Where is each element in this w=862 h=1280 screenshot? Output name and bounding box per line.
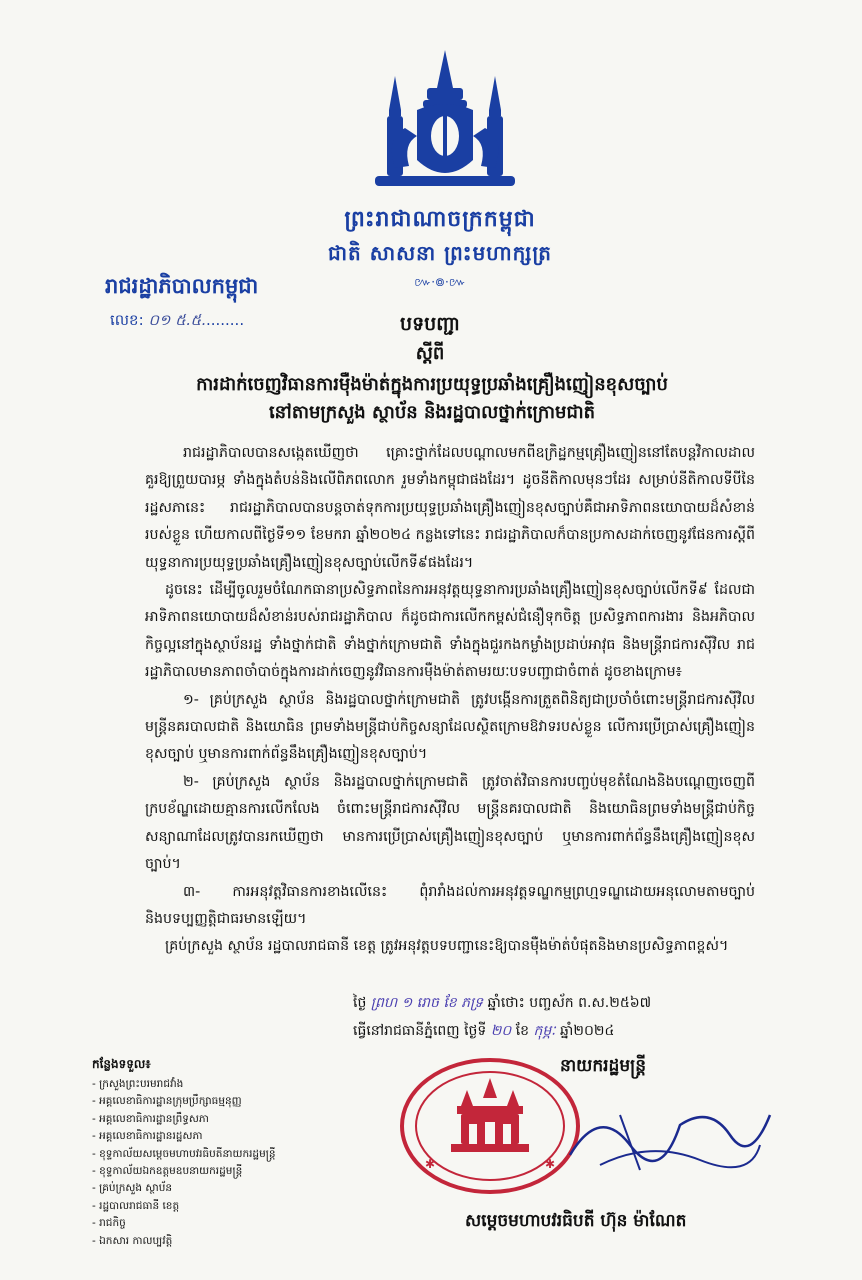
recipients-list [92, 1076, 276, 1250]
national-motto: ជាតិ សាសនា ព្រះមហាក្សត្រ [328, 241, 552, 265]
official-seal-icon [395, 1048, 585, 1198]
solar-date-year: ឆ្នាំ២០២៤ [560, 1023, 615, 1039]
ornament-divider: ៚·៙·៚ [414, 275, 466, 289]
paragraph-item-2: ២- គ្រប់ក្រសួង ស្ថាប័ន និងរដ្ឋបាលថ្នាក់ក្រោមជាតិ ត្រូវចាត់វិធានការបញ្ចប់មុខតំណែងនិងបណ្ដេញចេញពីក្របខ័ណ្ឌដោយគ្មានការលើកលែង ចំពោះមន្ត្រីរាជការស៊ីវិល មន្ត្រីនគរបាលជាតិ និងយោធិនព្រមទាំងមន្ត្រីជាប់កិច្ចសន្យាណាដែលត្រូវបានរកឃើញថា មានការប្រើប្រាស់គ្រឿងញៀនខុសច្បាប់ ឬមានការពាក់ព័ន្ធនឹងគ្រឿងញៀនខុសច្បាប់។ [145, 773, 755, 873]
paragraph-item-1: ១- គ្រប់ក្រសួង ស្ថាប័ន និងរដ្ឋបាលថ្នាក់ក្រោមជាតិ ត្រូវបង្កើនការត្រួតពិនិត្យជាប្រចាំចំពោះមន្ត្រីរាជការស៊ីវិល មន្ត្រីនគរបាលជាតិ និងយោធិន ព្រមទាំងមន្ត្រីជាប់កិច្ចសន្យាដែលស្ថិតក្រោមឱវាទរបស់ខ្លួន លើការប្រើប្រាស់គ្រឿងញៀនខុសច្បាប់ ឬមានការពាក់ព័ន្ធនឹងគ្រឿងញៀនខុសច្បាប់។ [145, 691, 755, 763]
lunar-date-prefix: ថ្ងៃ [353, 995, 367, 1011]
recipient-item: - ឯកសារ កាលប្បវត្តិ [92, 1233, 276, 1250]
recipient-item: - គ្រប់ក្រសួង ស្ថាប័ន [92, 1180, 276, 1197]
paragraph-closing: គ្រប់ក្រសួង ស្ថាប័ន រដ្ឋបាលរាជធានី ខេត្ត ត្រូវអនុវត្តបទបញ្ជានេះឱ្យបានម៉ឺងម៉ាត់បំផុតនិងមានប្រសិទ្ធភាពខ្ពស់។ [165, 938, 729, 955]
kingdom-heading: ព្រះរាជាណាចក្រកម្ពុជា [344, 207, 536, 232]
recipient-item: - ខុទ្ទកាល័យឯកឧត្តមឧបនាយករដ្ឋមន្ត្រី [92, 1163, 276, 1180]
number-value: ០១ ៥.៥. [148, 311, 206, 329]
number-fill: ........ [205, 311, 245, 329]
solar-date-month: កុម្ភៈ [533, 1023, 556, 1039]
document-title-line2: នៅតាមក្រសួង ស្ថាប័ន និងរដ្ឋបាលថ្នាក់ក្រោមជាតិ [268, 402, 596, 423]
svg-text:✱: ✱ [425, 1157, 436, 1171]
recipient-item: - អគ្គលេខាធិការដ្ឋានរដ្ឋសភា [92, 1128, 276, 1145]
handwritten-signature-icon [560, 1085, 780, 1185]
document-body [145, 440, 755, 961]
document-number [110, 311, 244, 333]
recipient-item: - ខុទ្ទកាល័យសម្ដេចមហាបវរធិបតីនាយករដ្ឋមន្ត្រី [92, 1146, 276, 1163]
number-label: លេខ: [110, 311, 144, 329]
signatory-title: នាយករដ្ឋមន្ត្រី [560, 1056, 646, 1076]
recipient-item: - រាជកិច្ច [92, 1215, 276, 1232]
document-about: ស្ដីពី [415, 343, 445, 364]
paragraph-intro: រាជរដ្ឋាភិបាលបានសង្កេតឃើញថា គ្រោះថ្នាក់ដែលបណ្ដាលមកពីឧក្រិដ្ឋកម្មគ្រឿងញៀននៅតែបន្តវិកាលដាលគួរឱ្យព្រួយបារម្ភ ទាំងក្នុងតំបន់និងលើពិភពលោក រួមទាំងកម្ពុជាផងដែរ។ ដូចនីតិកាលមុនៗដែរ សម្រាប់នីតិកាលទីបីនៃរដ្ឋសភានេះ រាជរដ្ឋាភិបាលបានបន្តចាត់ទុកការប្រយុទ្ធប្រឆាំងគ្រឿងញៀនខុសច្បាប់គឺជាអាទិភាពនយោបាយដ៏សំខាន់របស់ខ្លួន ហើយកាលពីថ្ងៃទី១១ ខែមករា ឆ្នាំ២០២៤ កន្លងទៅនេះ រាជរដ្ឋាភិបាលក៏បានប្រកាសដាក់ចេញនូវផែនការស្ដីពីយុទ្ធនាការប្រយុទ្ធប្រឆាំងគ្រឿងញៀនខុសច្បាប់លើកទី៩ផងដែរ។ [145, 445, 755, 571]
government-heading: រាជរដ្ឋាភិបាលកម្ពុជា [105, 274, 259, 298]
paragraph-item-3: ៣- ការអនុវត្តវិធានការខាងលើនេះ ពុំរារាំងដល់ការអនុវត្តទណ្ឌកម្មព្រហ្មទណ្ឌដោយអនុលោមតាមច្បាប់និងបទប្បញ្ញត្តិជាធរមានឡើយ។ [145, 883, 755, 927]
document-type: បទបញ្ជា [400, 313, 460, 335]
solar-date [353, 1021, 614, 1042]
lunar-date [353, 993, 651, 1014]
recipient-item: - រដ្ឋបាលរាជធានី ខេត្ត [92, 1198, 276, 1215]
solar-month-label: ខែ [515, 1023, 530, 1039]
paragraph-purpose: ដូចនេះ ដើម្បីចូលរួមចំណែកធានាប្រសិទ្ធភាពនៃការអនុវត្តយុទ្ធនាការប្រឆាំងគ្រឿងញៀនខុសច្បាប់លើកទី៩ ដែលជាអាទិភាពនយោបាយដ៏សំខាន់របស់រាជរដ្ឋាភិបាល ក៏ដូចជាការលើកកម្ពស់ជំនឿទុកចិត្ត ប្រសិទ្ធភាពការងារ និងអភិបាលកិច្ចល្អនៅក្នុងស្ថាប័នរដ្ឋ ទាំងថ្នាក់ជាតិ ទាំងថ្នាក់ក្រោមជាតិ ទាំងក្នុងជួរកងកម្លាំងប្រដាប់អាវុធ និងមន្ត្រីរាជការស៊ីវិល រាជរដ្ឋាភិបាលមានភាពចាំបាច់ក្នុងការដាក់ចេញនូវវិធានការម៉ឺងម៉ាត់តាមរយៈបទបញ្ជាជាចំពាត់ ដូចខាងក្រោម៖ [145, 582, 755, 681]
recipient-item: - អគ្គលេខាធិការដ្ឋានក្រុមប្រឹក្សាធម្មនុញ្ញ [92, 1093, 276, 1110]
lunar-date-handwritten: ព្រហ ១ រោច ខែ ភទ្រ [370, 995, 484, 1011]
signatory-name: សម្ដេចមហាបវរធិបតី ហ៊ុន ម៉ាណែត [465, 1211, 687, 1231]
recipients-title: កន្លែងទទួល៖ [92, 1057, 151, 1071]
solar-date-day: ២០ [490, 1023, 512, 1039]
document-title-line1: ការដាក់ចេញវិធានការម៉ឺងម៉ាត់ក្នុងការប្រយុទ្ធប្រឆាំងគ្រឿងញៀនខុសច្បាប់ [196, 374, 668, 395]
svg-text:✱: ✱ [545, 1157, 556, 1171]
solar-date-prefix: ធ្វើនៅរាជធានីភ្នំពេញ ថ្ងៃទី [353, 1023, 487, 1039]
lunar-date-suffix: ឆ្នាំថោះ បញ្ចស័ក ព.ស.២៥៦៧ [487, 995, 652, 1011]
recipient-item: - ក្រសួងព្រះបរមរាជវាំង [92, 1076, 276, 1093]
recipient-item: - អគ្គលេខាធិការដ្ឋានព្រឹទ្ធសភា [92, 1111, 276, 1128]
royal-coat-of-arms-icon [365, 48, 525, 198]
